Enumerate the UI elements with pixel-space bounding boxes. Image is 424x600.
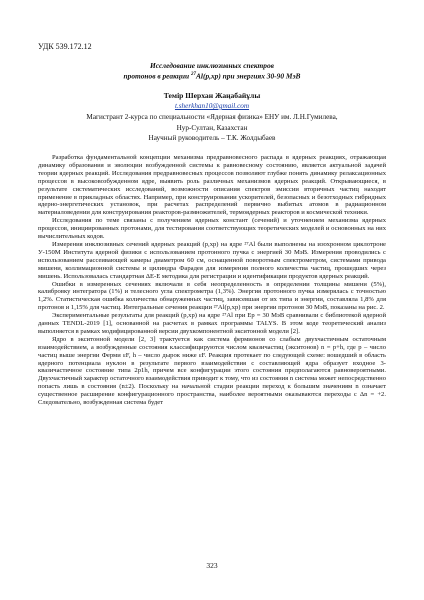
author-affiliation xyxy=(40,101,384,144)
title-line-2: протонов в реакции $^{27}$Al(p,xp) при энергиях 30-90 МэВ xyxy=(123,71,301,81)
paragraph: Ошибки в измеренных сечениях включали в себя неопределенность в определении толщины мишени (5%), калибровку интегратора (1%) и телесного угла спектрометра (1,3%). Энергия протонного пучка измерялась с точностью 1,2%. Статистическая ошибка количества обнаруженных частиц, зависевшая от их типа и энергии, составляла 1,8% для протонов и 1,15% для частиц. Интегральные сечения реакции ²⁷Al(p,xp) при энергии протонов 30 МэВ, показаны на рис. 2. xyxy=(38,280,386,312)
article-body xyxy=(38,154,386,407)
paragraph: Разработка фундаментальной концепции механизма предравновесного распада в ядерных реакциях, отражающая динамику образования и эволюции возбужденной системы к равновесному состоянию, является актуальной задачей теории ядерных реакций. Исследования предравновесных процессов позволяют глубже понять динамику релаксационных процессов в высоковозбужденном ядре, выявить роль различных механизмов ядерных реакций. Открывающиеся, в результате систематических исследований, возможности описания спектров эмиссии вторичных частиц находят применение в прикладных областях. Например, при конструировании ускорителей, безопасных и безотходных гибридных ядерно-энергетических установок, при расчетах распределений первично выбитых атомов в радиационном материаловедении для конструирования реакторов-размножителей, термоядерных реакторов и космической техники. xyxy=(38,154,386,217)
title-line-1: Исследование инклюзивных спектров xyxy=(150,61,274,70)
paragraph: Экспериментальные результаты для реакций (p,xp) на ядре ²⁷Al при Ep = 30 МэВ сравнивали с библиотекой ядерной данных TENDL-2019 [1], основанной на расчетах в рамках программы TALYS. В этом коде теоретический анализ выполняется в рамках модифицированной версии двухкомпонентной экситонной модели [2]. xyxy=(38,312,386,335)
author-name: Темір Шерхан Жаңабайұлы xyxy=(163,91,261,100)
author-email-link[interactable]: t.sherkhan10@gmail.com xyxy=(174,102,250,110)
udk-code: УДК 539.172.12 xyxy=(38,42,92,51)
page-number: 323 xyxy=(206,561,218,570)
paragraph: Исследования по теме связаны с получением ядерных констант (сечений) и уточнением механизма ядерных процессов, инициированных протонами, для тестирования соответствующих теоретических моделей и оснoвонных на них вычислительных кодов. xyxy=(38,217,386,241)
paragraph: Ядро в экситонной модели [2, 3] трактуется как система фермионов со слабым двухчастичным остаточным взаимодействием, а возбужденные состояния классифицируются числом квазичастиц (экситонов) n = p+h, где p – число частиц выше энергии Ферми εF, h – число дырок ниже εF. Реакция протекает по следующей схеме: вошедший в область ядерного потенциала нуклон в результате первого взаимодействия с составляющей ядра образует входное 3-квазичастичное состояние типа 2p1h, причем все конфигурации этого состояния предполагаются равновероятными. Двухчастичный характер остаточного взаимодействия приводит к тому, что из состояния n система может непосредственно попасть лишь в состояния (n±2). Поскольку на начальной стадии реакции переход к большим значениям n означает существенное расширение конфигурационного пространства, наиболее вероятными оказываются переходы с Δn = +2. Следовательно, возбужденная система будет xyxy=(38,335,386,407)
author-position: Магистрант 2-курса по специальности «Ядерная физика» ЕНУ им. Л.Н.Гумилева, xyxy=(86,112,338,121)
paragraph: Измерения инклюзивных сечений ядерных реакций (p,xp) на ядре ²⁷Al были выполнены на изохронном циклотроне У-150М Института ядерной физики с использованием протонного пучка с энергией 30 МэВ. Измерения проводились с использованием рассеивающей камеры диаметром 60 см, оснащенной поворотным спектрометром, системами привода мишени, коллимационной системы и цилиндра Фарадея для измерения полного количества частиц, прошедших через мишень. Использовалась стандартная ΔE-E методика для регистрации и идентификации продуктов ядерных реакций. xyxy=(38,240,386,280)
author-city: Нур-Султан, Казахстан xyxy=(176,123,248,132)
supervisor: Научный руководитель – Т.К. Жолдыбаев xyxy=(148,134,276,143)
article-title xyxy=(40,61,384,80)
